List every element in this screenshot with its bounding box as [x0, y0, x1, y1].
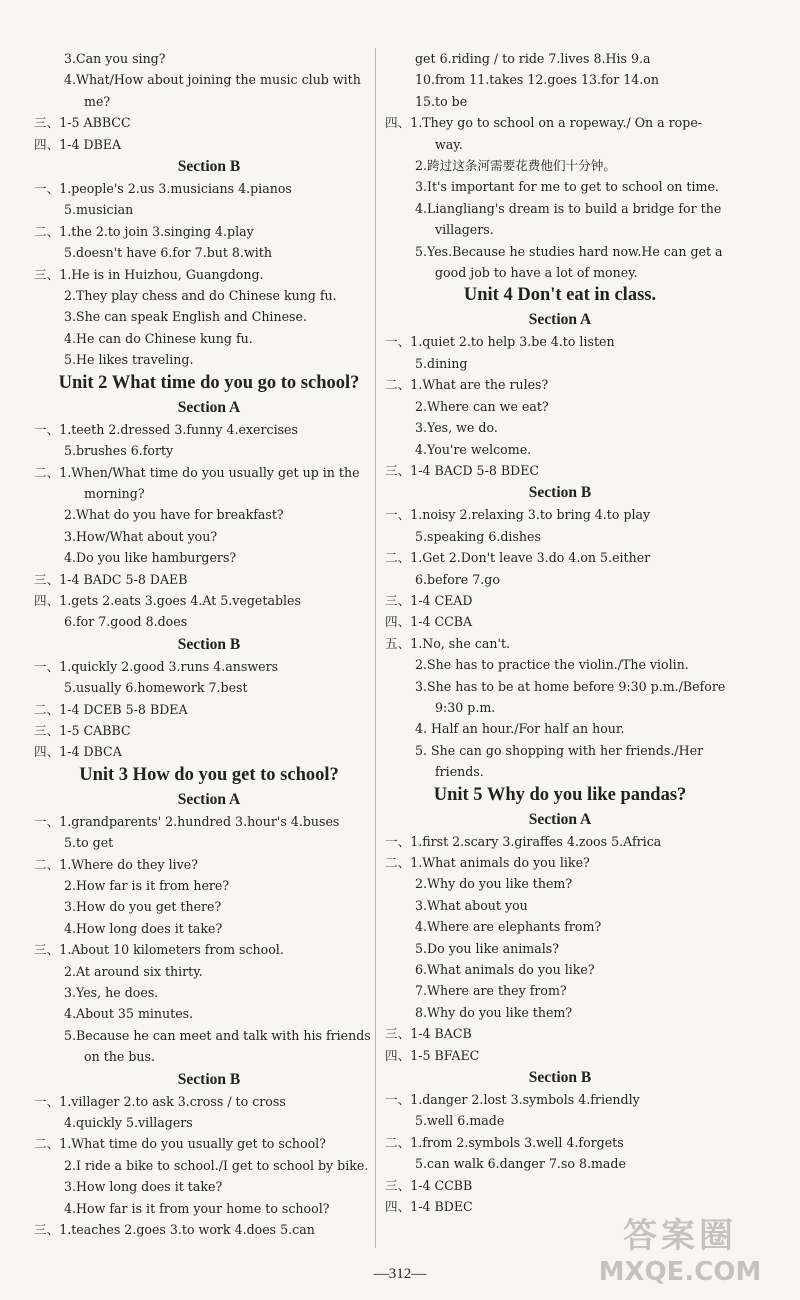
- answer-line: 5.He likes traveling.: [64, 352, 194, 368]
- answer-line: 四、1.gets 2.eats 3.goes 4.At 5.vegetables: [34, 592, 301, 608]
- answer-line: 四、1-4 BDEC: [385, 1199, 473, 1215]
- answer-line: 8.Why do you like them?: [415, 1004, 573, 1020]
- answer-line: 二、1.What time do you usually get to school?: [34, 1136, 326, 1152]
- watermark-title: 答案圈: [623, 1216, 737, 1256]
- answer-line: 一、1.quickly 2.good 3.runs 4.answers: [34, 658, 279, 674]
- answer-line: 四、1-4 CCBA: [385, 614, 473, 630]
- answer-line: 三、1-4 CCBB: [385, 1177, 473, 1193]
- watermark-url: MXQE.COM: [598, 1257, 762, 1287]
- answer-line: 6.before 7.go: [415, 571, 500, 587]
- answer-line: 5.brushes 6.forty: [64, 443, 174, 459]
- answer-line: get 6.riding / to ride 7.lives 8.His 9.a: [415, 51, 651, 66]
- answer-line: villagers.: [435, 222, 494, 238]
- section-heading: Section A: [177, 790, 241, 808]
- answer-line: 2.They play chess and do Chinese kung fu.: [64, 288, 337, 304]
- answer-line: 5.Because he can meet and talk with his friends: [64, 1027, 371, 1043]
- answer-line: 5.dining: [415, 355, 468, 371]
- section-heading: Section A: [528, 810, 592, 828]
- answer-line: 2.She has to practice the violin./The violin.: [415, 657, 689, 673]
- answer-line: 三、1-5 ABBCC: [34, 115, 131, 131]
- answer-line: 一、1.villager 2.to ask 3.cross / to cross: [34, 1093, 286, 1109]
- answer-line: 4.quickly 5.villagers: [64, 1115, 193, 1131]
- answer-line: 二、1.When/What time do you usually get up in the: [34, 464, 360, 480]
- answer-line: 4.What/How about joining the music club with: [64, 72, 361, 88]
- answer-line: 二、1.Get 2.Don't leave 3.do 4.on 5.either: [385, 550, 651, 566]
- answer-line: 四、1.They go to school on a ropeway./ On a rope-: [385, 115, 703, 131]
- answer-line: 二、1.from 2.symbols 3.well 4.forgets: [385, 1134, 624, 1150]
- answer-line: way.: [435, 136, 463, 152]
- unit-heading: Unit 5 Why do you like pandas?: [433, 784, 687, 805]
- answer-line: 4.About 35 minutes.: [64, 1006, 194, 1022]
- answer-line: 3.How long does it take?: [64, 1179, 223, 1195]
- answer-line: 三、1-4 BACD 5-8 BDEC: [385, 462, 540, 478]
- answer-line: 4.How long does it take?: [64, 920, 223, 936]
- answer-line: good job to have a lot of money.: [435, 265, 638, 281]
- answer-line: 2.At around six thirty.: [64, 963, 203, 979]
- answer-line: 3.What about you: [415, 897, 528, 913]
- answer-line: 4.Liangliang's dream is to build a bridge for the: [415, 200, 722, 216]
- answer-line: 一、1.grandparents' 2.hundred 3.hour's 4.buses: [34, 813, 340, 829]
- answer-line: 一、1.danger 2.lost 3.symbols 4.friendly: [385, 1092, 640, 1108]
- answer-line: 三、1.He is in Huizhou, Guangdong.: [34, 266, 264, 282]
- answer-line: 4.Where are elephants from?: [415, 919, 602, 935]
- section-heading: Section A: [528, 311, 592, 329]
- answer-line: 2.跨过这条河需要花费他们十分钟。: [415, 158, 616, 174]
- answer-line: 9:30 p.m.: [435, 699, 496, 715]
- answer-line: 5.usually 6.homework 7.best: [64, 680, 248, 696]
- answer-line: me?: [84, 93, 111, 109]
- answer-line: 4.You're welcome.: [415, 441, 532, 457]
- answer-line: 三、1.teaches 2.goes 3.to work 4.does 5.can: [34, 1222, 315, 1238]
- section-heading: Section B: [528, 1069, 592, 1087]
- section-heading: Section B: [177, 1070, 241, 1088]
- answer-line: 15.to be: [415, 93, 468, 109]
- answer-line: 5.to get: [64, 835, 114, 851]
- answer-line: 三、1-5 CABBC: [34, 722, 131, 738]
- answer-line: 二、1.the 2.to join 3.singing 4.play: [34, 223, 254, 239]
- answer-line: 五、1.No, she can't.: [385, 635, 511, 651]
- section-heading: Section B: [177, 635, 241, 653]
- answer-line: 4. Half an hour./For half an hour.: [415, 721, 625, 737]
- answer-line: 二、1.What animals do you like?: [385, 855, 590, 870]
- answer-line: 5.doesn't have 6.for 7.but 8.with: [64, 245, 272, 261]
- answer-line: on the bus.: [84, 1049, 155, 1065]
- answer-line: 3.How do you get there?: [64, 899, 222, 915]
- answer-line: 3.She can speak English and Chinese.: [64, 309, 307, 325]
- section-heading: Section A: [177, 398, 241, 416]
- answer-line: 4.How far is it from your home to school?: [64, 1200, 330, 1216]
- answer-line: 三、1-4 CEAD: [385, 592, 473, 608]
- answer-line: 3.Yes, he does.: [64, 985, 159, 1001]
- answer-line: 二、1.Where do they live?: [34, 856, 198, 872]
- answer-line: 5.musician: [64, 202, 134, 218]
- answer-line: 3.Yes, we do.: [415, 420, 498, 436]
- answer-line: 5.well 6.made: [415, 1113, 505, 1129]
- answer-line: morning?: [84, 485, 145, 501]
- answer-line: 二、1-4 DCEB 5-8 BDEA: [34, 701, 188, 717]
- answer-line: 三、1-4 BADC 5-8 DAEB: [34, 571, 188, 587]
- answer-line: 5.speaking 6.dishes: [415, 528, 541, 544]
- answer-line: 3.How/What about you?: [64, 528, 218, 544]
- answer-line: 6.What animals do you like?: [415, 962, 595, 978]
- answer-line: 5.Do you like animals?: [415, 940, 559, 956]
- answer-line: 一、1.first 2.scary 3.giraffes 4.zoos 5.Africa: [385, 833, 662, 849]
- answer-line: 三、1-4 BACB: [385, 1026, 472, 1042]
- answer-line: 3.It's important for me to get to school on time.: [415, 179, 719, 195]
- watermark-logo: [580, 1208, 780, 1288]
- left-column: [34, 48, 384, 1241]
- section-heading: Section B: [177, 158, 241, 176]
- answer-line: 7.Where are they from?: [415, 983, 567, 999]
- answer-line: 5. She can go shopping with her friends./Her: [415, 742, 704, 758]
- answer-line: 四、1-5 BFAEC: [385, 1047, 480, 1063]
- section-heading: Section B: [528, 484, 592, 502]
- answer-line: 2.Why do you like them?: [415, 876, 573, 892]
- answer-line: 二、1.What are the rules?: [385, 377, 549, 393]
- page-number: —312—: [373, 1266, 427, 1282]
- answer-line: friends.: [435, 764, 484, 780]
- column-divider: [375, 48, 376, 1248]
- right-column: [385, 48, 735, 1218]
- answer-line: 4.He can do Chinese kung fu.: [64, 330, 253, 346]
- answer-line: 5.Yes.Because he studies hard now.He can get a: [415, 243, 723, 259]
- answer-line: 2.What do you have for breakfast?: [64, 507, 284, 523]
- unit-heading: Unit 2 What time do you go to school?: [58, 372, 360, 393]
- answer-line: 2.I ride a bike to school./I get to school by bike.: [64, 1157, 369, 1173]
- unit-heading: Unit 3 How do you get to school?: [79, 764, 339, 785]
- answer-line: 2.Where can we eat?: [415, 398, 549, 414]
- answer-line: 一、1.noisy 2.relaxing 3.to bring 4.to play: [385, 507, 651, 523]
- answer-line: 2.How far is it from here?: [64, 878, 230, 893]
- answer-line: 3.Can you sing?: [64, 51, 166, 66]
- answer-line: 一、1.people's 2.us 3.musicians 4.pianos: [34, 181, 292, 197]
- answer-line: 四、1-4 DBCA: [34, 744, 122, 760]
- answer-line: 三、1.About 10 kilometers from school.: [34, 942, 284, 958]
- answer-line: 6.for 7.good 8.does: [64, 614, 188, 630]
- answer-line: 一、1.quiet 2.to help 3.be 4.to listen: [385, 334, 615, 350]
- answer-line: 10.from 11.takes 12.goes 13.for 14.on: [415, 72, 659, 88]
- answer-line: 3.She has to be at home before 9:30 p.m./Before: [415, 678, 726, 694]
- answer-line: 4.Do you like hamburgers?: [64, 550, 237, 566]
- answer-line: 四、1-4 DBEA: [34, 136, 122, 152]
- unit-heading: Unit 4 Don't eat in class.: [463, 285, 657, 306]
- answer-line: 一、1.teeth 2.dressed 3.funny 4.exercises: [34, 421, 298, 437]
- answer-line: 5.can walk 6.danger 7.so 8.made: [415, 1156, 626, 1172]
